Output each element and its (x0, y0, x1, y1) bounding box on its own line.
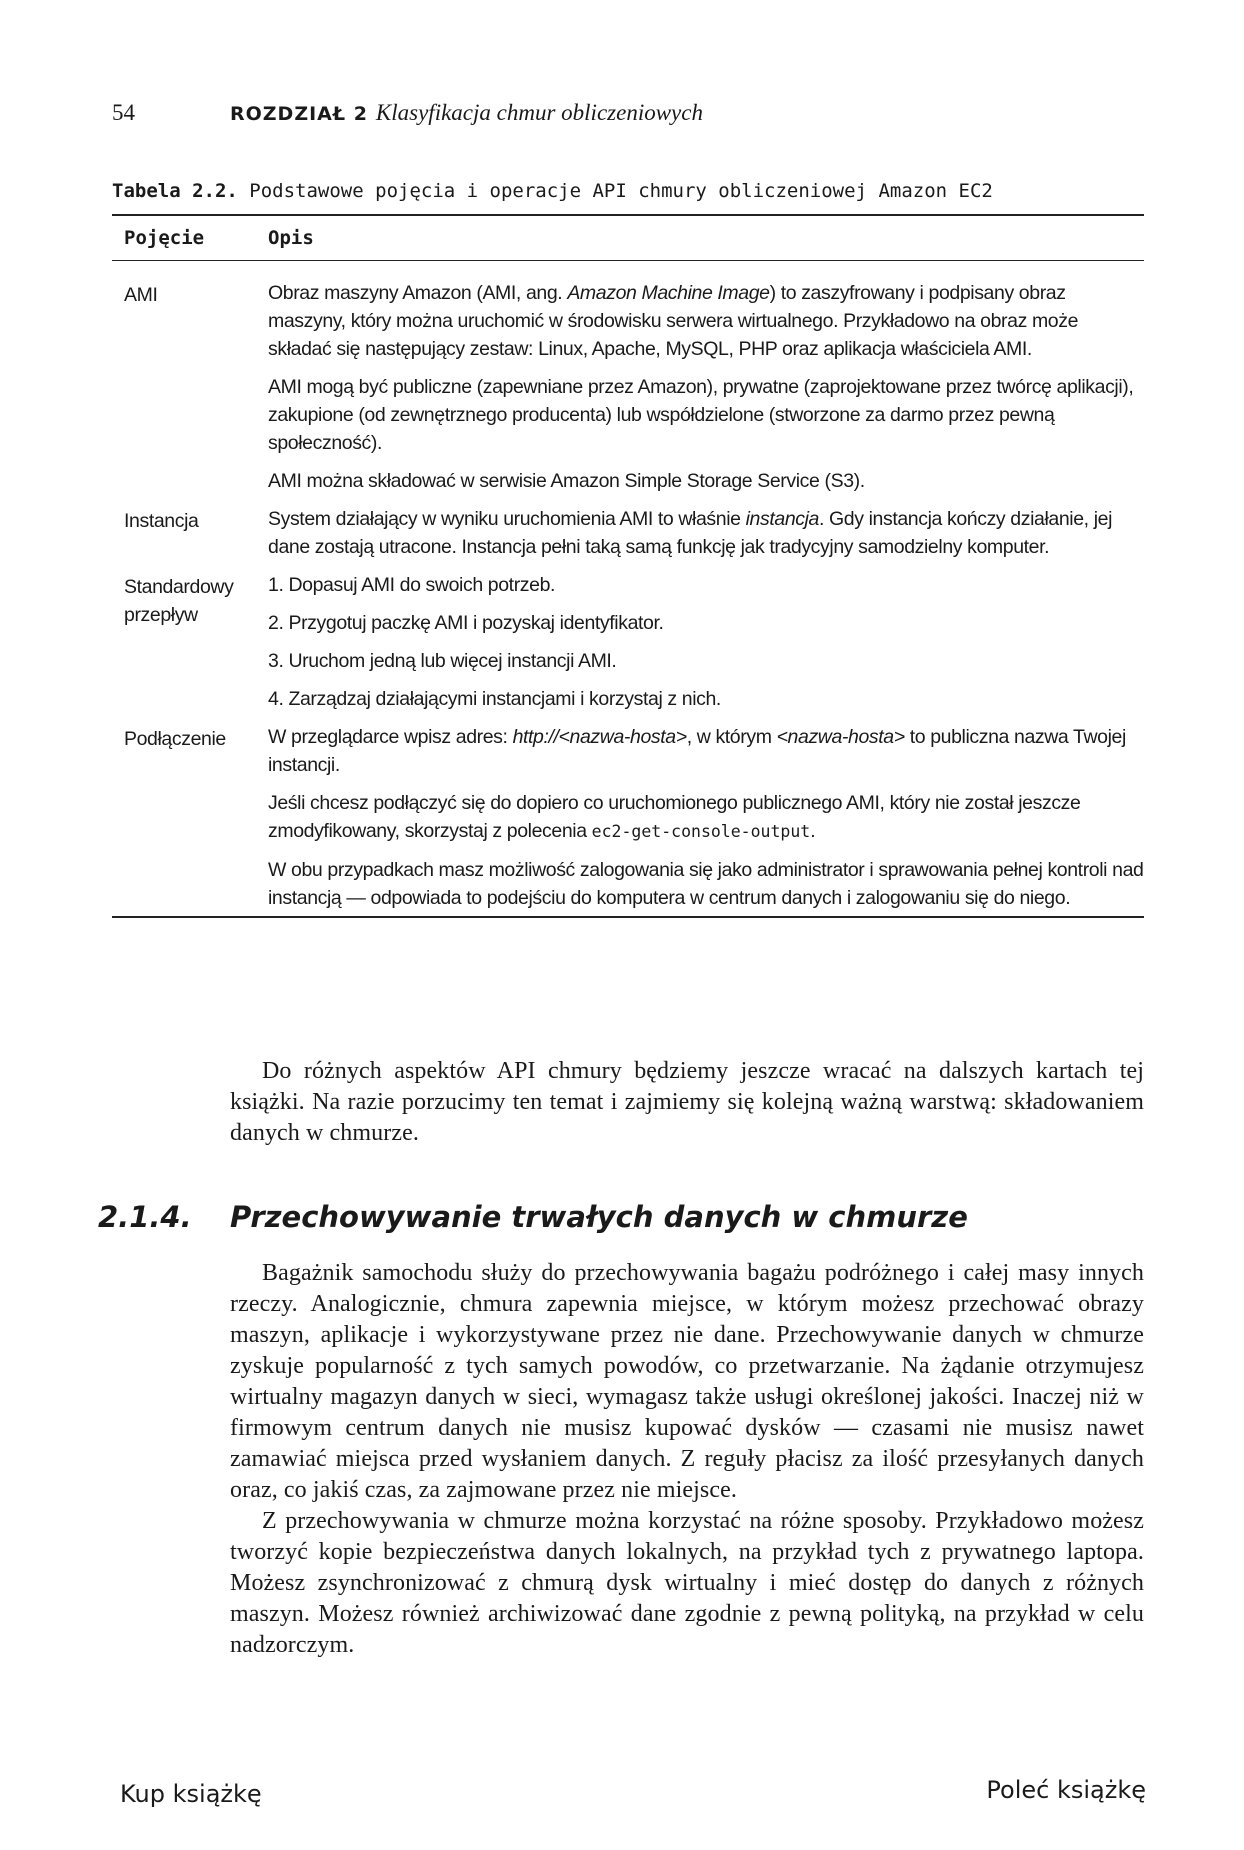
description-cell (268, 279, 1144, 505)
description-paragraph (268, 279, 1144, 363)
section-body (230, 1258, 1144, 1661)
header-term: Pojęcie (124, 227, 205, 249)
recommend-book-link[interactable]: Poleć książkę (986, 1776, 1146, 1804)
table-bottom-rule (112, 916, 1144, 918)
term-cell: Instancja (124, 510, 199, 532)
table-header-row (112, 216, 1144, 260)
text-run: . (810, 820, 816, 842)
table-caption-label: Tabela 2.2. (112, 180, 238, 202)
emphasis-run: http://<nazwa-hosta> (512, 726, 687, 748)
description-paragraph: AMI mogą być publiczne (zapewniane przez Amazon), prywatne (zaprojektowane przez twórcę aplikacji), zakupione (od zewnętrznego producenta) lub współdzielone (stworzone za darmo przez pewną społeczność). (268, 376, 1134, 454)
intro-paragraph-block (230, 1056, 1144, 1149)
table-caption-text: Podstawowe pojęcia i operacje API chmury obliczeniowej Amazon EC2 (249, 180, 993, 202)
buy-book-link[interactable]: Kup książkę (120, 1780, 262, 1808)
chapter-title: Klasyfikacja chmur obliczeniowych (375, 100, 703, 125)
text-run: , w którym (686, 726, 777, 748)
section-title: Przechowywanie trwałych danych w chmurze (230, 1200, 968, 1234)
emphasis-run: Amazon Machine Image (567, 282, 770, 304)
description-cell (268, 505, 1144, 571)
emphasis-run: <nazwa-hosta> (776, 726, 905, 748)
section-number: 2.1.4. (98, 1200, 192, 1234)
description-paragraph: W obu przypadkach masz możliwość zalogowania się jako administrator i sprawowania pełnej kontroli nad instancją — odpowiada to podejściu do komputera w centrum danych i zalogowaniu się do niego. (268, 859, 1144, 909)
text-run: Obraz maszyny Amazon (AMI, ang. (268, 282, 568, 304)
workflow-step: 3. Uruchom jedną lub więcej instancji AMI. (268, 650, 617, 672)
text-run: . Gdy instancja kończy działanie, jej dane zostają utracone. Instancja pełni taką samą funkcję jak tradycyjny samodzielny komputer. (268, 508, 1113, 558)
chapter-label: ROZDZIAŁ 2 (230, 103, 368, 125)
description-paragraph (268, 505, 1144, 561)
table-row (112, 505, 1144, 571)
description-paragraph: AMI można składować w serwisie Amazon Simple Storage Service (S3). (268, 470, 865, 492)
workflow-step: 1. Dopasuj AMI do swoich potrzeb. (268, 574, 556, 596)
term-cell: Podłączenie (124, 728, 226, 750)
text-run: to publiczna nazwa Twojej instancji. (268, 726, 1126, 776)
page-number: 54 (112, 100, 135, 125)
header-description: Opis (268, 227, 314, 249)
table-row (112, 723, 1144, 916)
table-caption (112, 180, 1152, 202)
text-run: System działający w wyniku uruchomienia AMI to właśnie (268, 508, 746, 530)
description-paragraph (268, 789, 1144, 846)
body-paragraph: Bagażnik samochodu służy do przechowywania bagażu podróżnego i całej masy innych rzeczy. Analogicznie, chmura zapewnia miejsce, w którym możesz przechować obrazy maszyn, aplikacje i wykorzystywane przez nie dane. Przechowywanie danych w chmurze zyskuje popularność z tych samych powodów, co przetwarzanie. Na żądanie otrzymujesz wirtualny magazyn danych w sieci, wymagasz także usługi określonej jakości. Inaczej niż w firmowym centrum danych nie musisz kupować dysków — czasami nie musisz nawet zamawiać miejsca przed wysłaniem danych. Z reguły płacisz za ilość przesyłanych danych oraz, co jakiś czas, za zajmowane przez nie miejsce. (230, 1260, 1144, 1503)
text-run: ) to zaszyfrowany i podpisany obraz maszyny, który można uruchomić w środowisku serwera wirtualnego. Przykładowo na obraz może składać się następujący zestaw: Linux, Apache, MySQL, PHP oraz aplikacja właściciela AMI. (268, 282, 1079, 360)
emphasis-run: instancja (745, 508, 819, 530)
workflow-step: 2. Przygotuj paczkę AMI i pozyskaj identyfikator. (268, 612, 664, 634)
table-row (112, 261, 1144, 505)
definitions-table (112, 214, 1144, 918)
text-run: W przeglądarce wpisz adres: (268, 726, 513, 748)
description-cell (268, 723, 1144, 916)
text-run: Jeśli chcesz podłączyć się do dopiero co uruchomionego publicznego AMI, który nie został jeszcze zmodyfikowany, skorzystaj z polecenia (268, 792, 1081, 842)
body-paragraph: Do różnych aspektów API chmury będziemy jeszcze wracać na dalszych kartach tej książki. Na razie porzucimy ten temat i zajmiemy się kolejną ważną warstwą: składowaniem danych w chmurze. (230, 1058, 1144, 1146)
body-paragraph: Z przechowywania w chmurze można korzystać na różne sposoby. Przykładowo możesz tworzyć kopie bezpieczeństwa danych lokalnych, na przykład tych z prywatnego laptopa. Możesz zsynchronizować z chmurą dysk wirtualny i mieć dostęp do danych z różnych maszyn. Możesz również archiwizować dane zgodnie z pewną polityką, na przykład w celu nadzorczym. (230, 1508, 1144, 1658)
section-heading (98, 1200, 1148, 1234)
term-cell: Standardowy przepływ (124, 576, 234, 626)
workflow-step: 4. Zarządzaj działającymi instancjami i korzystaj z nich. (268, 688, 721, 710)
running-head (112, 100, 1144, 130)
table-row (112, 571, 1144, 723)
description-paragraph (268, 723, 1144, 779)
term-cell: AMI (124, 284, 158, 306)
code-run: ec2-get-console-output (591, 822, 811, 841)
description-cell (268, 571, 1144, 723)
